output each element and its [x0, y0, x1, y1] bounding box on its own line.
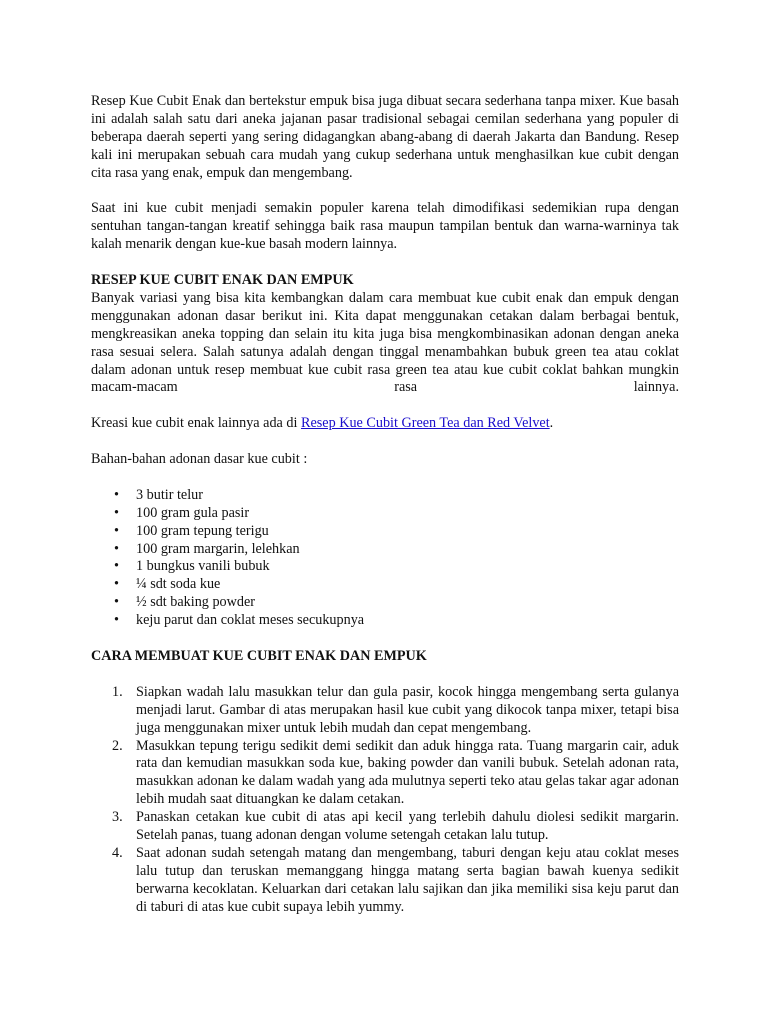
- spacer: [91, 630, 679, 648]
- section-heading-recipe: RESEP KUE CUBIT ENAK DAN EMPUK: [91, 272, 354, 289]
- list-item: • 1 bungkus vanili bubuk: [136, 558, 679, 576]
- list-item: • 3 butir telur: [136, 487, 679, 505]
- list-item: • 100 gram gula pasir: [136, 505, 679, 523]
- list-item: [112, 844, 679, 917]
- list-item: [112, 683, 679, 738]
- step-number: 4.: [112, 844, 123, 861]
- spacer: [91, 183, 679, 201]
- kreasi-suffix: .: [549, 415, 554, 432]
- step-text: Panaskan cetakan kue cubit di atas api kecil yang terlebih dahulu diolesi sedikit margarin. Setelah panas, tuang adonan dengan volume setengah cetakan lalu tutup.: [136, 809, 679, 844]
- step-text: Siapkan wadah lalu masukkan telur dan gula pasir, kocok hingga mengembang serta gulanya menjadi larut. Gambar di atas merupakan hasil kue cubit yang dikocok tanpa mixer, tetapi bisa juga menggunakan mixer untuk lebih mudah dan cepat mengembang.: [136, 683, 679, 736]
- spacer: [91, 254, 679, 272]
- step-text: Saat adonan sudah setengah matang dan mengembang, taburi dengan keju atau coklat meses lalu tutup dan teruskan memanggang hingga matang serta bagian bawah kuenya sedikit berwarna kecoklatan. Keluarkan dari cetakan lalu sajikan dan jika memiliki sisa keju parut dan di taburi di atas kue cubit supaya lebih yummy.: [136, 844, 679, 915]
- spacer: [91, 666, 679, 684]
- list-item: • 100 gram tepung terigu: [136, 523, 679, 541]
- kreasi-prefix: Kreasi kue cubit enak lainnya ada di: [91, 415, 301, 432]
- steps-list: [91, 684, 679, 917]
- intro-paragraph-2: Saat ini kue cubit menjadi semakin populer karena telah dimodifikasi sedemikian rupa dengan sentuhan tangan-tangan kreatif sehingga baik rasa maupun tampilan bentuk dan warna-warninya tak kalah menarik dengan kue-kue basah modern lainnya.: [91, 200, 679, 253]
- spacer: [91, 433, 679, 451]
- section-heading-method: CARA MEMBUAT KUE CUBIT ENAK DAN EMPUK: [91, 648, 427, 664]
- kreasi-paragraph: [91, 415, 679, 433]
- list-item: [112, 737, 679, 810]
- step-number: 3.: [112, 809, 123, 826]
- step-number: 1.: [112, 683, 123, 700]
- step-text: Masukkan tepung terigu sedikit demi sedikit dan aduk hingga rata. Tuang margarin cair, aduk rata dan kemudian masukkan soda kue, baking powder dan vanili bubuk. Setelah adonan rata, masukkan adonan ke dalam wadah yang ada mulutnya seperti teko atau gelas takar agar adonan lebih mudah saat dituangkan ke dalam cetakan.: [136, 737, 679, 808]
- ingredients-list: [91, 487, 679, 630]
- list-item: [112, 809, 679, 845]
- list-item: • ¼ sdt soda kue: [136, 576, 679, 594]
- spacer: [91, 469, 679, 487]
- step-number: 2.: [112, 737, 123, 754]
- green-tea-red-velvet-link[interactable]: Resep Kue Cubit Green Tea dan Red Velvet: [300, 415, 550, 432]
- list-item: • 100 gram margarin, lelehkan: [136, 541, 679, 559]
- spacer: [91, 397, 679, 415]
- ingredients-intro: Bahan-bahan adonan dasar kue cubit :: [91, 451, 308, 468]
- list-item: • keju parut dan coklat meses secukupnya: [136, 612, 679, 630]
- recipe-description: Banyak variasi yang bisa kita kembangkan dalam cara membuat kue cubit enak dan empuk dengan menggunakan adonan dasar berikut ini. Kita dapat menggunakan cetakan dalam berbagai bentuk, mengkreasikan aneka topping dan selain itu kita juga bisa mengkombinasikan adonan dengan aneka rasa sesuai selera. Salah satunya adalah dengan tinggal menambahkan bubuk green tea atau coklat dalam adonan untuk resep membuat kue cubit rasa green tea atau kue cubit coklat bahkan mungkin macam-macam rasa lainnya.: [91, 289, 679, 396]
- list-item: • ½ sdt baking powder: [136, 594, 679, 612]
- intro-paragraph-1: Resep Kue Cubit Enak dan bertekstur empuk bisa juga dibuat secara sederhana tanpa mixer. Kue basah ini adalah salah satu dari aneka jajanan pasar tradisional sebagai cemilan sederhana yang populer di beberapa daerah seperti yang sering didagangkan abang-abang di daerah Jakarta dan Bandung. Resep kali ini merupakan sebuah cara mudah yang cukup sederhana untuk menghasilkan kue cubit dengan cita rasa yang enak, empuk dan mengembang.: [91, 93, 679, 181]
